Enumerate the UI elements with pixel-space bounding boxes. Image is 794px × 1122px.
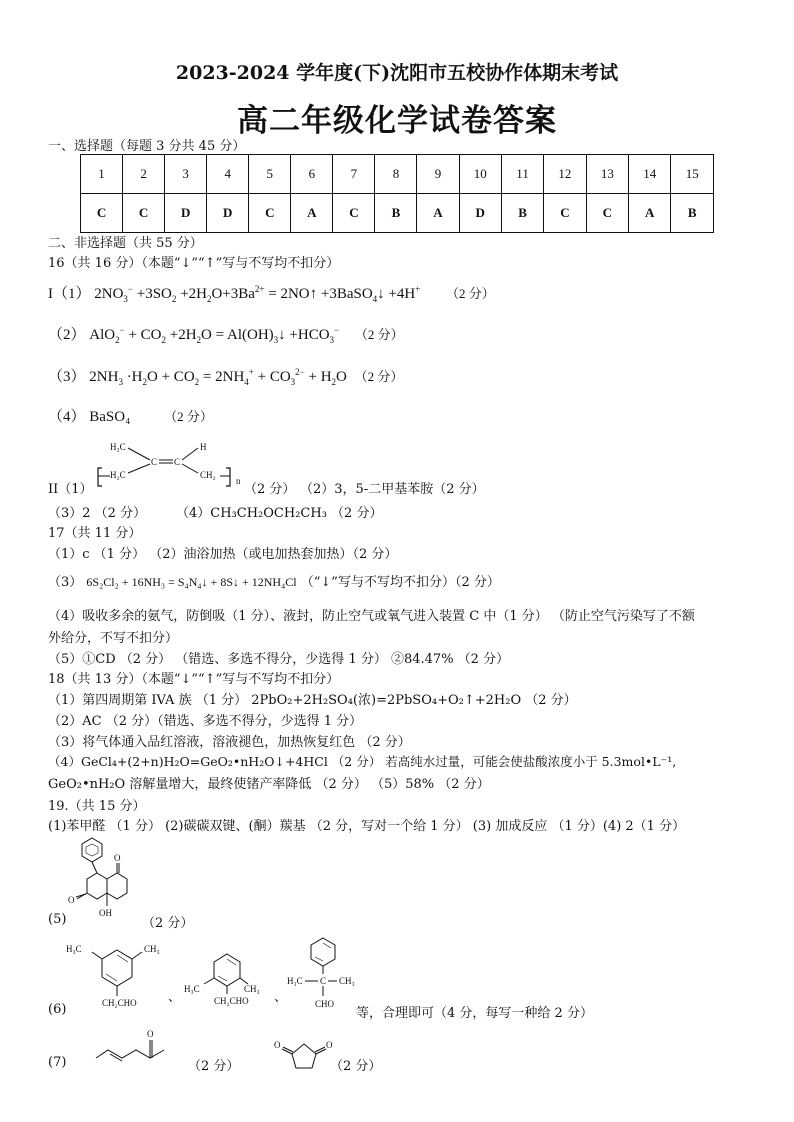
s2-me: H₃C xyxy=(184,984,200,994)
answer-cell: B xyxy=(671,194,714,233)
s2-cho: CH₂CHO xyxy=(214,996,249,1006)
q18-title: 18（共 13 分）（本题“↓”“↑”写与不写均不扣分） xyxy=(48,672,340,687)
answer-cell: A xyxy=(291,194,333,233)
section2-heading: 二、非选择题（共 55 分） xyxy=(48,236,203,251)
question-number-cell: 13 xyxy=(586,155,628,194)
q19-a7-structure1 xyxy=(94,1028,174,1068)
question-number-cell: 4 xyxy=(207,155,249,194)
q16-i2 xyxy=(48,323,404,345)
question-number-cell: 7 xyxy=(333,155,375,194)
q19-a7-score2: （2 分） xyxy=(330,1059,382,1074)
s2-ch3: CH₃ xyxy=(244,984,260,994)
q16-i3-equation: $2NH_3 \cdot H_2O + CO_2 = 2NH_4^+ + CO_3^{2-} + H_2O$ xyxy=(89,367,347,387)
answer-cell: C xyxy=(249,194,291,233)
q19-a6-sep2: 、 xyxy=(274,990,288,1005)
question-number-cell: 12 xyxy=(544,155,586,194)
q17-a3-label: （3） xyxy=(48,575,83,590)
polymer-c2: C xyxy=(174,457,181,467)
q16-i4 xyxy=(48,405,213,426)
q17-a3 xyxy=(48,571,500,590)
q17-a3-equation: 6S₂Cl₂ + 16NH₃ = S₄N₄↓ + 8S↓ + 12NH₄Cl xyxy=(86,575,297,589)
question-number-cell: 1 xyxy=(81,155,123,194)
svg-text:O: O xyxy=(274,1040,281,1050)
q16-i2-score: （2 分） xyxy=(354,327,404,342)
question-number-cell: 11 xyxy=(501,155,543,194)
s1-me: H₃C xyxy=(66,944,82,954)
q16-i4-score: （2 分） xyxy=(164,409,213,424)
svg-text:O: O xyxy=(68,895,75,905)
answer-cell: C xyxy=(81,194,123,233)
q17-a4-line2: 外给分，不写不扣分） xyxy=(48,631,179,646)
question-number-cell: 5 xyxy=(249,155,291,194)
answer-cell: C xyxy=(544,194,586,233)
exam-title: 2023-2024 学年度(下)沈阳市五校协作体期末考试 xyxy=(175,62,619,84)
q17-a4-line1: （4）吸收多余的氨气，防倒吸（1 分）、液封，防止空气或氧气进入装置 C 中（1 分） （防止空气污染写了不额 xyxy=(48,609,695,624)
answer-row xyxy=(81,194,714,233)
s1-ch3: CH₃ xyxy=(144,944,160,954)
q19-a6-structure2 xyxy=(182,950,272,1010)
answer-cell: A xyxy=(629,194,671,233)
q19-a6-sep1: 、 xyxy=(168,990,182,1005)
q19-a5-oh: OH xyxy=(99,908,112,918)
question-number-cell: 9 xyxy=(417,155,459,194)
question-number-cell: 2 xyxy=(123,155,165,194)
s3-ch3: CH₃ xyxy=(339,976,355,986)
s3-c: C xyxy=(320,976,327,986)
q19-a6-structure3 xyxy=(285,936,360,1014)
answer-cell: A xyxy=(417,194,459,233)
q19-title: 19.（共 15 分） xyxy=(48,799,146,814)
q17-a3-note: （“↓”写与不写均不扣分）（2 分） xyxy=(300,575,500,590)
q19-a7-structure2 xyxy=(274,1036,334,1076)
svg-text:O: O xyxy=(114,853,121,863)
q16-i3-label: （3） xyxy=(48,369,86,385)
q17-a1-a2: （1）c （1 分） （2）油浴加热（或电加热套加热）（2 分） xyxy=(48,547,398,562)
polymer-ch2: CH₂ xyxy=(200,470,216,480)
q16-i1-score: （2 分） xyxy=(446,286,495,301)
polymer-structure xyxy=(96,438,256,494)
q16-i2-equation: $AlO_2^- + CO_2 +2H_2O$ = $Al(OH)_3↓ +HCO_3^-$ xyxy=(89,325,340,345)
q16-i1-equation: $2NO_3^- +3SO_2 +2H_2O+3Ba^{2+}$ = 2NO↑ +3BaSO$_4$↓ +4H+ xyxy=(94,284,421,304)
q16-i3 xyxy=(48,365,403,387)
q19-a1-a4: (1)苯甲醛 （1 分） (2)碳碳双键、(酮）羰基 （2 分，写对一个给 1 分） (3) 加成反应 （1 分）(4) 2（1 分） xyxy=(48,819,686,834)
question-number-cell: 15 xyxy=(671,155,714,194)
polymer-n: n xyxy=(236,476,241,486)
answer-cell: D xyxy=(165,194,207,233)
q16-ii2: （2）3，5-二甲基苯胺（2 分） xyxy=(300,482,485,497)
q19-a5-score: （2 分） xyxy=(142,916,194,931)
q16-ii4: （4）CH₃CH₂OCH₂CH₃ （2 分） xyxy=(176,506,383,521)
q18-a4-line1: （4）GeCl₄+(2+n)H₂O=GeO₂•nH₂O↓+4HCl （2 分） 若高纯水过量，可能会使盐酸浓度小于 5.3mol•L⁻¹, xyxy=(48,754,677,769)
section1-heading: 一、选择题（每题 3 分共 45 分） xyxy=(48,139,246,154)
polymer-h2c: H₂C xyxy=(110,470,126,480)
q16-ii1-score: （2 分） xyxy=(244,482,296,497)
answer-cell: D xyxy=(207,194,249,233)
q17-title: 17（共 11 分） xyxy=(48,526,142,541)
polymer-h: H xyxy=(200,442,207,452)
answer-cell: C xyxy=(586,194,628,233)
svg-text:O: O xyxy=(326,1040,333,1050)
q16-title: 16（共 16 分）（本题“↓”“↑”写与不写均不扣分） xyxy=(48,256,340,271)
q16-i4-answer: BaSO₄ xyxy=(89,409,131,425)
q18-a4-line2: GeO₂•nH₂O 溶解量增大，最终使锗产率降低 （2 分） （5）58% （2 分） xyxy=(48,777,490,792)
q16-i4-label: （4） xyxy=(48,409,86,425)
s3-h3c: H₃C xyxy=(287,976,303,986)
answer-sheet-title: 高二年级化学试卷答案 xyxy=(237,103,557,139)
svg-text:O: O xyxy=(147,1029,154,1039)
q16-i3-score: （2 分） xyxy=(354,369,404,384)
answer-table xyxy=(80,154,714,233)
question-number-row xyxy=(81,155,714,194)
question-number-cell: 10 xyxy=(459,155,501,194)
q17-a5: （5）①CD （2 分） （错选、多选不得分，少选得 1 分） ②84.47% （2 分） xyxy=(48,652,510,667)
q16-i1 xyxy=(48,282,495,304)
q16-i2-label: （2） xyxy=(48,327,86,343)
polymer-h3c: H₃C xyxy=(110,442,126,452)
q19-a6-tail: 等，合理即可（4 分，每写一种给 2 分） xyxy=(356,1006,593,1021)
answer-cell: D xyxy=(459,194,501,233)
q16-ii1-label: II（1） xyxy=(48,482,93,497)
answer-cell: C xyxy=(123,194,165,233)
q16-ii3: （3）2 （2 分） xyxy=(48,506,147,521)
answer-cell: C xyxy=(333,194,375,233)
question-number-cell: 8 xyxy=(375,155,417,194)
q19-a7-score1: （2 分） xyxy=(188,1059,240,1074)
answer-cell: B xyxy=(501,194,543,233)
polymer-c1: C xyxy=(151,457,158,467)
q19-a7-label: (7) xyxy=(48,1055,67,1070)
question-number-cell: 3 xyxy=(165,155,207,194)
answer-cell: B xyxy=(375,194,417,233)
q19-a6-label: (6) xyxy=(48,1002,67,1017)
q16-i1-label: I（1） xyxy=(48,286,91,302)
q18-a1: （1）第四周期第 IVA 族 （1 分） 2PbO₂+2H₂SO₄(浓)=2PbSO₄+O₂↑+2H₂O （2 分） xyxy=(48,693,577,708)
q18-a3: （3）将气体通入品红溶液，溶液褪色，加热恢复红色 （2 分） xyxy=(48,735,411,750)
question-number-cell: 14 xyxy=(629,155,671,194)
s3-cho: CHO xyxy=(315,999,335,1009)
q19-a5-label: (5) xyxy=(48,912,67,927)
q18-a2: （2）AC （2 分）（错选、多选不得分，少选得 1 分） xyxy=(48,714,363,729)
q19-a5-structure xyxy=(64,836,154,926)
question-number-cell: 6 xyxy=(291,155,333,194)
s1-cho: CH₂CHO xyxy=(102,998,137,1008)
q19-a6-structure1 xyxy=(62,940,172,1015)
